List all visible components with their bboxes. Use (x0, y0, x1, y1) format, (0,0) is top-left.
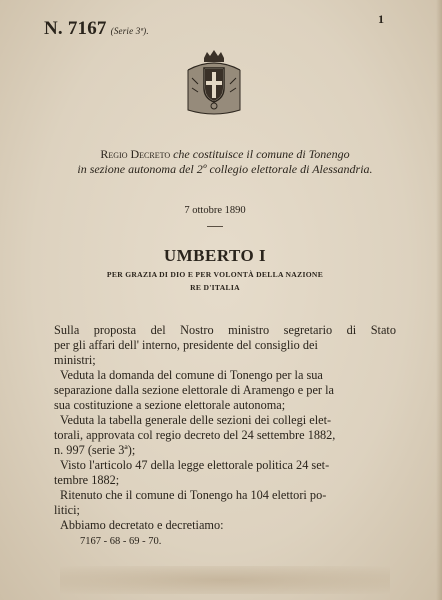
paper-stain (60, 566, 390, 594)
body-line: Ritenuto che il comune di Tonengo ha 104 elettori po- (60, 488, 327, 502)
body-line: Visto l'articolo 47 della legge elettorale politica 24 set- (60, 458, 330, 472)
decree-series: (Serie 3ª). (110, 26, 149, 36)
body-line: sua costituzione a sezione elettorale autonoma; (54, 398, 286, 412)
body-line: ministri; (54, 353, 96, 367)
body-line: Veduta la tabella generale delle sezioni dei collegi elet- (60, 413, 332, 427)
body-word: Nostro (180, 323, 214, 337)
body-line: Veduta la domanda del comune di Tonengo per la sua (60, 368, 323, 382)
king-title: RE D'ITALIA (190, 283, 240, 292)
king-name: UMBERTO I (163, 246, 267, 265)
body-word: Sulla (54, 323, 80, 337)
body-line: Abbiamo decretato e decretiamo: (60, 518, 224, 532)
body-line (54, 323, 396, 338)
page-number: 1 (378, 12, 384, 26)
body-word: segretario (283, 323, 333, 337)
page-edge-shadow (436, 0, 442, 600)
title-line2: in sezione autonoma del 2º collegio elettorale di Alessandria. (77, 162, 373, 176)
decree-title (60, 147, 390, 177)
title-line1: che costituisce il comune di Tonengo (173, 147, 350, 161)
king-grace-line: PER GRAZIA DI DIO E PER VOLONTÀ DELLA NAZIONE (106, 270, 324, 279)
body-line: per gli affari dell' interno, presidente del consiglio dei (54, 338, 318, 352)
body-word: proposta (93, 323, 137, 337)
body-line: 7167 - 68 - 69 - 70. (80, 536, 162, 547)
savoy-coat-of-arms-icon (184, 48, 244, 118)
body-word: Stato (370, 323, 396, 337)
body-line: tembre 1882; (54, 473, 120, 487)
decree-number-text: N. 7167 (44, 18, 107, 39)
divider (207, 226, 223, 227)
body-word: del (150, 323, 166, 337)
body-word: di (346, 323, 357, 337)
decree-number (44, 18, 149, 40)
decree-date: 7 ottobre 1890 (184, 205, 246, 216)
body-line: n. 997 (serie 3ª); (54, 443, 136, 457)
body-line: litici; (54, 503, 80, 517)
body-word: ministro (228, 323, 270, 337)
title-prefix: Regio Decreto (100, 147, 171, 161)
body-line: torali, approvata col regio decreto del 24 settembre 1882, (54, 428, 336, 442)
body-line: separazione dalla sezione elettorale di Aramengo e per la (54, 383, 334, 397)
